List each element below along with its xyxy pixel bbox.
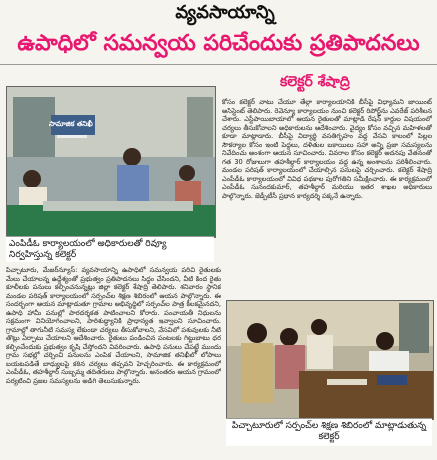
meeting-photo-right-image: [227, 301, 433, 419]
meeting-photo-left: [6, 86, 216, 238]
meeting-photo-left-image: [7, 87, 215, 237]
headline-divider: [0, 64, 437, 65]
article-column-right-top: [222, 98, 432, 298]
article-byline: కలెక్టర్ శేషాద్రి: [280, 74, 350, 90]
article-headline: ఉపాధిలో సమన్వయ పరిచేందుకు ప్రతిపాదనలు: [17, 31, 420, 56]
article-paragraph-right: కోసం కలెక్టర్ వాటు చేయూ తేల్గా కార్యాలయానికి బీసీపై విధ్యామని జాయింట్ అసిస్టెంట్ తెలిపారు. రెవెన్యూ కార్యాలయం నుంచి కలెక్టర్ రిపోర్ట్‌ను ఎవరేజ్ పరిశీలన చేశారు. ఎస్టీపాయిబాయాలో ఆయన రైతులతో మాట్లాడి రేషన్ కార్డుల విషయంలో చర్యలు తీసుకోవాలని అధికారులను ఆదేశించారు. వైద్యం కోసం వచ్చిన మహిళలతో కూడా మాట్లాడారు. బీసీపై విద్యార్థి వసతిగృహం వద్ద వేసవి కాలంలో పిల్లల సౌకర్యాల కోసం ఇంటి పెద్దలు, దళితుల బకాయిలు సహా అన్ని ప్రజా సమస్యలను నివేదించు అంశంగా ఆయన సూచించారు. వివరాల కోసం కలెక్టర్ అదనపు వేతనంతో గత 30 రోజులుగా తహశీల్దార్ కార్యాలయం వద్ద ఉన్న అంశాలను పరిశీలించారు. మండల పరిషత్ కార్యాలయంలో చేయాల్సిన పనులపై చర్చించారు. కలెక్టర్ శేషాద్రి ఎంపీడీఓ కార్యాలయంలో వివిధ పథకాల పురోగతిని సమీక్షించారు. ఈ కార్యక్రమంలో ఎంపీడీఓ సునందకుమార్, తహశీల్దార్ మరియు ఇతర శాఖల అధికారులు పాల్గొన్నారు. జెడ్పీటీసీ ప్రధాన కార్యదర్శి పక్కనే ఉన్నారు.: [222, 98, 432, 200]
photo-right-caption: పిచ్చాటూరులో సర్పంచ్‌ల శిక్షణ శిబిరంలో మాట్లాడుతున్న కలెక్టర్: [226, 418, 432, 446]
banner-text: సామాజిక తనిఖీ: [49, 120, 93, 128]
article-kicker: వ్యవసాయాన్ని: [175, 2, 275, 23]
article-column-left-bottom: [6, 266, 221, 458]
meeting-photo-right: [226, 300, 434, 420]
photo-left-caption: ఎంపిడీఓ కార్యాలయంలో అధికారులతో రివ్యూ నిర్వహిస్తున్న కలెక్టర్: [6, 236, 214, 262]
article-paragraph-left: పిచ్చాటూరు, మేజర్‌న్యూస్: వ్యవసాయాన్ని ఉపాధిలో సమన్వయ పరిచి రైతులకు మేలు చేయాలన్న ఉద్దేశ్యంతో ప్రభుత్వం ప్రతిపాదనలు సిద్ధం చేసిందని, వీటి కింద రైతు కూలీలకు పనులు కల్పించనున్నట్లు జిల్లా కలెక్టర్ శేషాద్రి తెలిపారు. శనివారం స్థానిక మండల పరిషత్ కార్యాలయంలో సర్పంచ్‌ల శిక్షణ శిబిరంలో ఆయన పాల్గొన్నారు. ఈ సందర్భంగా ఆయన మాట్లాడుతూ గ్రామాల అభివృద్ధిలో సర్పంచ్‌ల పాత్ర కీలకమైనదని, ఉపాధి హామీ పనుల్లో పారదర్శకత పాటించాలని కోరారు. పంచాయతీ నిధులను సక్రమంగా వినియోగించాలని, పారిశుద్ధ్యానికి ప్రాధాన్యత ఇవ్వాలని సూచించారు. గ్రామాల్లో తాగునీటి సమస్య లేకుండా చర్యలు తీసుకోవాలని, వేసవిలో పశువులకు నీటి తొట్లు ఏర్పాటు చేయాలని ఆదేశించారు. రైతులు పండించిన పంటలకు గిట్టుబాటు ధర కల్పించేందుకు ప్రభుత్వం కృషి చేస్తోందని వివరించారు. ఉపాధి పనులు చేపట్టే ముందు గ్రామ సభల్లో చర్చించి పనులను ఎంపిక చేయాలని, సామాజిక తనిఖీలో లోపాలు బయటపడితే బాధ్యులపై కఠిన చర్యలు తప్పవని హెచ్చరించారు. ఈ కార్యక్రమంలో ఎంపీడీఓ, తహశీల్దార్ సుబ్బమ్మ తదితరులు పాల్గొన్నారు. అనంతరం ఆయన గ్రామంలో పర్యటించి ప్రజల సమస్యలను అడిగి తెలుసుకున్నారు.: [6, 266, 221, 385]
